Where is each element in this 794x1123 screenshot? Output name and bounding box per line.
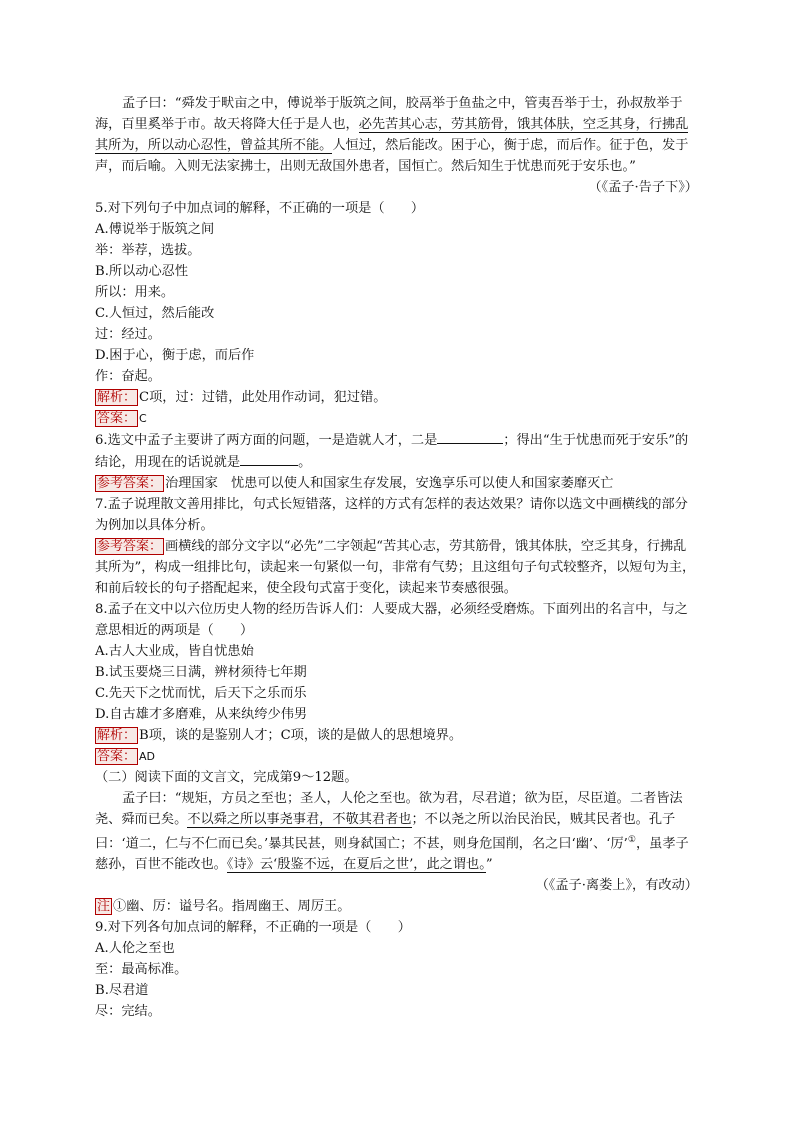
passage-1-text-a: 孟子曰：“舜发于畎亩之中，傅说举于版筑之间，胶鬲举于鱼盐之中，管夷吾举于士，孙叔敖举于海，百里奚举于市。故天将降大任于是人也，	[95, 96, 683, 132]
answer-tag: 答案：	[97, 749, 137, 764]
q9-option-b-gloss: 尽：完结。	[95, 1004, 161, 1020]
q5-analysis-text: C项，过：过错，此处用作动词，犯过错。	[139, 390, 387, 405]
passage-2-text-a: 孟子曰：“规矩，方员之至也；圣人，人伦之至也。欲为君，尽君道；欲为臣，尽臣道。二者皆法尧、舜而已矣。	[95, 791, 683, 827]
q5-option-a: A.傅说举于版筑之间	[95, 222, 215, 237]
q5-option-c-gloss: 过：经过。	[95, 327, 161, 342]
q6-stem	[95, 429, 698, 473]
passage-2-text-c: ，虽孝子慈孙，百世不能改也。	[95, 836, 689, 873]
q5-option-d-gloss: 作：奋起。	[95, 369, 161, 384]
passage-2-source: （《孟子·离娄上》，有改动）	[535, 878, 698, 894]
q5-option-d: D.困于心，衡于虑，而后作	[95, 348, 255, 363]
q8-option-c: C.先天下之忧而忧，后天下之乐而乐	[95, 686, 307, 701]
note-tag: 注	[97, 899, 111, 915]
q8-option-d: D.自古雄才多磨难，从来纨绔少伟男	[95, 707, 308, 722]
q8-stem: 8.孟子在文中以六位历史人物的经历告诉人们：人要成大器，必须经受磨炼。下面列出的名言中，与之意思相近的两项是（ ）	[95, 602, 688, 638]
q6-reference-text: 治理国家 忧患可以使人和国家生存发展，安逸享乐可以使人和国家萎靡灭亡	[165, 476, 614, 491]
q9-option-b: B.尽君道	[95, 983, 149, 999]
q6-blank-2	[240, 451, 298, 466]
passage-1-source: （《孟子·告子下》）	[588, 180, 698, 195]
passage-1	[95, 93, 698, 177]
analysis-tag: 解析：	[97, 390, 137, 405]
q5-answer-text: C	[139, 412, 147, 425]
document-page	[95, 93, 698, 1022]
passage-2	[95, 788, 698, 875]
q8-answer	[95, 746, 698, 767]
q6-stem-c: 。	[298, 455, 312, 470]
q5-option-a-gloss: 举：举荐，选拔。	[95, 243, 201, 258]
passage-2-underlined-a: 不以舜之所以事尧事君，不敬其君者也	[187, 812, 412, 827]
passage-2-underlined-b: 《诗》云‘殷鉴不远，在夏后之世’，此之谓也。	[226, 857, 486, 873]
q8-option-a: A.古人大业成，皆自忧患始	[95, 644, 254, 659]
q5-analysis	[95, 387, 698, 408]
passage-1-underlined: 必先苦其心志，劳其筋骨，饿其体肤，空乏其身，行拂乱其所为，所以动心忍性，曾益其所不能。	[95, 117, 689, 153]
q8-analysis	[95, 725, 698, 746]
q5-answer	[95, 408, 698, 429]
q8-analysis-text: B项，谈的是鉴别人才；C项，谈的是做人的思想境界。	[139, 728, 463, 743]
q7-reference-text: 画横线的部分文字以“必先”二字领起“苦其心志，劳其筋骨，饿其体肤，空乏其身，行拂乱其所为”，构成一组排比句，读起来一句紧似一句，非常有气势；且这组句子句式较整齐，以短句为主，和前后较长的句子搭配起来，使全段句式富于变化，读起来节奏感很强。	[95, 539, 696, 596]
reference-answer-tag: 参考答案：	[97, 539, 163, 554]
analysis-tag: 解析：	[97, 728, 137, 743]
q6-stem-a: 6.选文中孟子主要讲了两方面的问题，一是造就人才，二是	[95, 433, 438, 448]
passage-1-text-b: 人恒过，然后能改。困于心，衡于虑，而后作。征于色，发于声，而后喻。入则无法家拂士，出则无敌国外患者，国恒亡。然后知生于忧患而死于安乐也。”	[95, 138, 689, 174]
q7-reference	[95, 536, 698, 599]
q6-blank-1	[437, 429, 503, 444]
q9-stem: 9.对下列各句加点词的解释，不正确的一项是（ ）	[95, 920, 411, 936]
footnote-text: ①幽、厉：谥号名。指周幽王、周厉王。	[113, 899, 351, 915]
q5-option-b-gloss: 所以：用来。	[95, 285, 175, 300]
q5-option-b: B.所以动心忍性	[95, 264, 189, 279]
q8-answer-text: AD	[139, 750, 156, 763]
passage-2-text-b: ；不以尧之所以治民治民，贼其民者也。孔子曰：‘道二，仁与不仁而已矣。’暴其民甚，则身弑国亡；不甚，则身危国削，名之曰‘幽’、‘厉’	[95, 812, 676, 852]
q7-stem: 7.孟子说理散文善用排比，句式长短错落，这样的方式有怎样的表达效果？请你以选文中画横线的部分为例加以具体分析。	[95, 497, 688, 533]
q5-stem: 5.对下列句子中加点词的解释，不正确的一项是（ ）	[95, 201, 425, 216]
q8-option-b: B.试玉要烧三日满，辨材须待七年期	[95, 665, 307, 680]
passage-2-text-d: ”	[485, 857, 493, 873]
answer-tag: 答案：	[97, 411, 137, 426]
q9-option-a-gloss: 至：最高标准。	[95, 962, 188, 978]
q9-option-a: A.人伦之至也	[95, 941, 175, 957]
q5-option-c: C.人恒过，然后能改	[95, 306, 215, 321]
section-2-heading: （二）阅读下面的文言文，完成第9～12题。	[95, 770, 358, 785]
footnote	[95, 896, 698, 917]
footnote-marker: ①	[627, 835, 636, 845]
q6-reference	[95, 473, 698, 494]
reference-answer-tag: 参考答案：	[97, 476, 163, 491]
q6-stem-b: ；得出“生于忧患而死于安乐”的结论，用现在的话说就是	[95, 433, 689, 470]
